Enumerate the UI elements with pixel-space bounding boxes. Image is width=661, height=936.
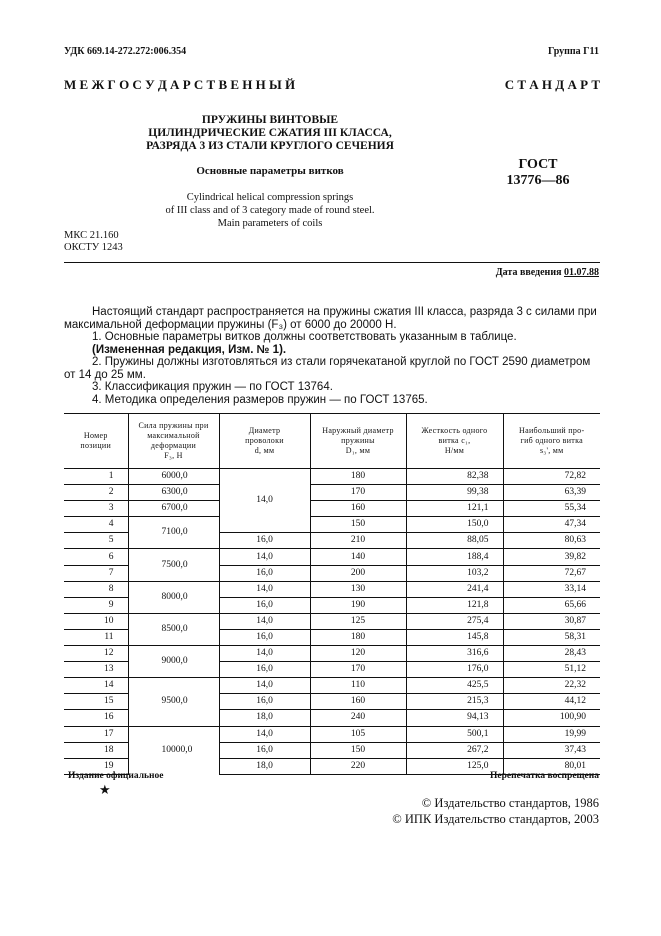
cell-d: 18,0 — [219, 710, 310, 726]
cell-force: 6000,0 — [128, 469, 219, 485]
table-row — [64, 549, 600, 565]
title-line: ПРУЖИНЫ ВИНТОВЫЕ — [201, 114, 339, 126]
table-row — [64, 517, 600, 533]
cell-d: 16,0 — [219, 662, 310, 678]
cell-s3: 72,82 — [503, 469, 600, 485]
copyright-block — [392, 795, 599, 827]
okstu-code: ОКСТУ 1243 — [64, 242, 123, 253]
cell-d: 16,0 — [219, 597, 310, 613]
cell-c1: 425,5 — [406, 678, 503, 694]
cell-pos: 17 — [64, 726, 128, 742]
cell-d: 16,0 — [219, 694, 310, 710]
cell-s3: 58,31 — [503, 629, 600, 645]
document-subtitle: Основные параметры витков — [196, 165, 344, 177]
header-deflection: Наибольший про- гиб одного витка s₃', мм — [503, 414, 600, 469]
cell-c1: 121,8 — [406, 597, 503, 613]
table-row — [64, 613, 600, 629]
body-paragraph: Настоящий стандарт распространяется на пружины сжатия III класса, разряда 3 с силами при максимальной деформации пружины (F₃) от 6000 до 20000 Н. — [64, 306, 597, 331]
classification-codes — [64, 230, 123, 254]
cell-force: 6300,0 — [128, 485, 219, 501]
cell-D1: 170 — [310, 662, 406, 678]
cell-d: 14,0 — [219, 581, 310, 597]
cell-c1: 82,38 — [406, 469, 503, 485]
star-icon: ★ — [99, 782, 111, 797]
banner-word-standard: С Т А Н Д А Р Т — [504, 77, 600, 92]
cell-d: 14,0 — [219, 469, 310, 533]
english-title-line: Cylindrical helical compression springs — [186, 192, 354, 203]
cell-c1: 275,4 — [406, 613, 503, 629]
cell-pos: 16 — [64, 710, 128, 726]
cell-c1: 125,0 — [406, 758, 503, 774]
english-title-line: of III class and of 3 category made of round steel. — [165, 205, 375, 216]
cell-d: 16,0 — [219, 742, 310, 758]
cell-s3: 51,12 — [503, 662, 600, 678]
udk-code: УДК 669.14-272.272:006.354 — [64, 46, 187, 57]
cell-pos: 10 — [64, 613, 128, 629]
cell-s3: 80,01 — [503, 758, 600, 774]
cell-D1: 240 — [310, 710, 406, 726]
table-row — [64, 485, 600, 501]
cell-d: 16,0 — [219, 565, 310, 581]
cell-pos: 6 — [64, 549, 128, 565]
english-title — [100, 191, 440, 230]
cell-s3: 47,34 — [503, 517, 600, 533]
cell-c1: 121,1 — [406, 501, 503, 517]
gost-designation — [478, 157, 598, 189]
table-row — [64, 726, 600, 742]
body-paragraph: 1. Основные параметры витков должны соответствовать указанным в таблице. — [92, 331, 517, 343]
cell-c1: 103,2 — [406, 565, 503, 581]
cell-s3: 63,39 — [503, 485, 600, 501]
cell-pos: 15 — [64, 694, 128, 710]
cell-pos: 1 — [64, 469, 128, 485]
cell-s3: 100,90 — [503, 710, 600, 726]
cell-force: 9500,0 — [128, 678, 219, 726]
reprint-prohibited-label: Перепечатка воспрещена — [489, 771, 599, 781]
cell-pos: 4 — [64, 517, 128, 533]
cell-c1: 188,4 — [406, 549, 503, 565]
cell-d: 16,0 — [219, 629, 310, 645]
body-paragraph: 4. Методика определения размеров пружин — по ГОСТ 13765. — [92, 393, 428, 406]
cell-pos: 8 — [64, 581, 128, 597]
cell-d: 14,0 — [219, 726, 310, 742]
body-paragraph: 2. Пружины должны изготовляться из стали горячекатаной круглой по ГОСТ 2590 диаметром от 14 до 25 мм. — [64, 356, 591, 381]
gost-number: 13776—86 — [506, 173, 570, 188]
cell-pos: 2 — [64, 485, 128, 501]
document-title — [100, 114, 440, 153]
title-line: РАЗРЯДА 3 ИЗ СТАЛИ КРУГЛОГО СЕЧЕНИЯ — [146, 140, 394, 152]
cell-d: 14,0 — [219, 646, 310, 662]
cell-force: 10000,0 — [128, 726, 219, 774]
cell-D1: 150 — [310, 517, 406, 533]
table-row — [64, 678, 600, 694]
header-wire-diameter: Диаметр проволоки d, мм — [219, 414, 310, 469]
cell-D1: 120 — [310, 646, 406, 662]
cell-s3: 65,66 — [503, 597, 600, 613]
cell-c1: 316,6 — [406, 646, 503, 662]
cell-force: 6700,0 — [128, 501, 219, 517]
cell-c1: 150,0 — [406, 517, 503, 533]
introduction-date-value: 01.07.88 — [564, 267, 599, 278]
cell-D1: 190 — [310, 597, 406, 613]
title-line: ЦИЛИНДРИЧЕСКИЕ СЖАТИЯ III КЛАССА, — [148, 127, 392, 139]
mks-code: МКС 21.160 — [64, 230, 119, 241]
cell-D1: 110 — [310, 678, 406, 694]
header-stiffness: Жесткость одного витка c₁, Н/мм — [406, 414, 503, 469]
english-title-line: Main parameters of coils — [217, 218, 323, 229]
cell-D1: 150 — [310, 742, 406, 758]
header-outer-diameter: Наружный диаметр пружины D₁, мм — [310, 414, 406, 469]
cell-s3: 80,63 — [503, 533, 600, 549]
cell-c1: 215,3 — [406, 694, 503, 710]
cell-s3: 33,14 — [503, 581, 600, 597]
cell-D1: 180 — [310, 469, 406, 485]
amendment-note: (Измененная редакция, Изм. № 1). — [92, 343, 287, 356]
official-edition-label: Издание официальное — [68, 771, 164, 781]
cell-D1: 180 — [310, 629, 406, 645]
cell-c1: 145,8 — [406, 629, 503, 645]
gost-label: ГОСТ — [518, 157, 558, 172]
cell-pos: 13 — [64, 662, 128, 678]
document-body — [64, 306, 600, 406]
cell-s3: 72,67 — [503, 565, 600, 581]
header-divider — [64, 262, 600, 263]
table-row — [64, 646, 600, 662]
cell-force: 9000,0 — [128, 646, 219, 678]
standard-banner — [64, 77, 600, 93]
cell-force: 7100,0 — [128, 517, 219, 549]
cell-c1: 500,1 — [406, 726, 503, 742]
cell-D1: 210 — [310, 533, 406, 549]
cell-s3: 39,82 — [503, 549, 600, 565]
table-row — [64, 501, 600, 517]
cell-d: 14,0 — [219, 549, 310, 565]
cell-D1: 200 — [310, 565, 406, 581]
header-position: Номер позиции — [64, 414, 128, 469]
cell-c1: 267,2 — [406, 742, 503, 758]
cell-c1: 176,0 — [406, 662, 503, 678]
cell-D1: 160 — [310, 501, 406, 517]
cell-pos: 18 — [64, 742, 128, 758]
cell-D1: 160 — [310, 694, 406, 710]
cell-d: 14,0 — [219, 613, 310, 629]
cell-force: 7500,0 — [128, 549, 219, 581]
cell-d: 14,0 — [219, 678, 310, 694]
body-paragraph: 3. Классификация пружин — по ГОСТ 13764. — [92, 381, 333, 393]
cell-s3: 19,99 — [503, 726, 600, 742]
cell-D1: 130 — [310, 581, 406, 597]
cell-d: 18,0 — [219, 758, 310, 774]
introduction-date — [496, 267, 599, 278]
cell-c1: 88,05 — [406, 533, 503, 549]
cell-D1: 170 — [310, 485, 406, 501]
cell-D1: 220 — [310, 758, 406, 774]
cell-D1: 140 — [310, 549, 406, 565]
cell-c1: 241,4 — [406, 581, 503, 597]
cell-pos: 7 — [64, 565, 128, 581]
cell-s3: 55,34 — [503, 501, 600, 517]
cell-s3: 44,12 — [503, 694, 600, 710]
cell-pos: 12 — [64, 646, 128, 662]
cell-force: 8000,0 — [128, 581, 219, 613]
copyright-line: © ИПК Издательство стандартов, 2003 — [392, 812, 599, 826]
cell-D1: 125 — [310, 613, 406, 629]
table-row — [64, 581, 600, 597]
introduction-date-label: Дата введения — [495, 267, 562, 278]
cell-D1: 105 — [310, 726, 406, 742]
cell-s3: 22,32 — [503, 678, 600, 694]
group-code: Группа Г11 — [548, 46, 599, 57]
banner-word-interstate: М Е Ж Г О С У Д А Р С Т В Е Н Н Ы Й — [64, 77, 296, 92]
table-header-row — [64, 414, 600, 469]
cell-force: 8500,0 — [128, 613, 219, 645]
cell-s3: 30,87 — [503, 613, 600, 629]
cell-c1: 94,13 — [406, 710, 503, 726]
copyright-line: © Издательство стандартов, 1986 — [421, 796, 599, 810]
coil-parameters-table — [64, 413, 600, 775]
header-force: Сила пружины при максимальной деформации F₃, Н — [128, 414, 219, 469]
cell-pos: 5 — [64, 533, 128, 549]
cell-d: 16,0 — [219, 533, 310, 549]
cell-pos: 19 — [64, 758, 128, 774]
cell-s3: 37,43 — [503, 742, 600, 758]
cell-pos: 11 — [64, 629, 128, 645]
table-row — [64, 469, 600, 485]
cell-s3: 28,43 — [503, 646, 600, 662]
cell-pos: 9 — [64, 597, 128, 613]
cell-c1: 99,38 — [406, 485, 503, 501]
cell-pos: 3 — [64, 501, 128, 517]
cell-pos: 14 — [64, 678, 128, 694]
